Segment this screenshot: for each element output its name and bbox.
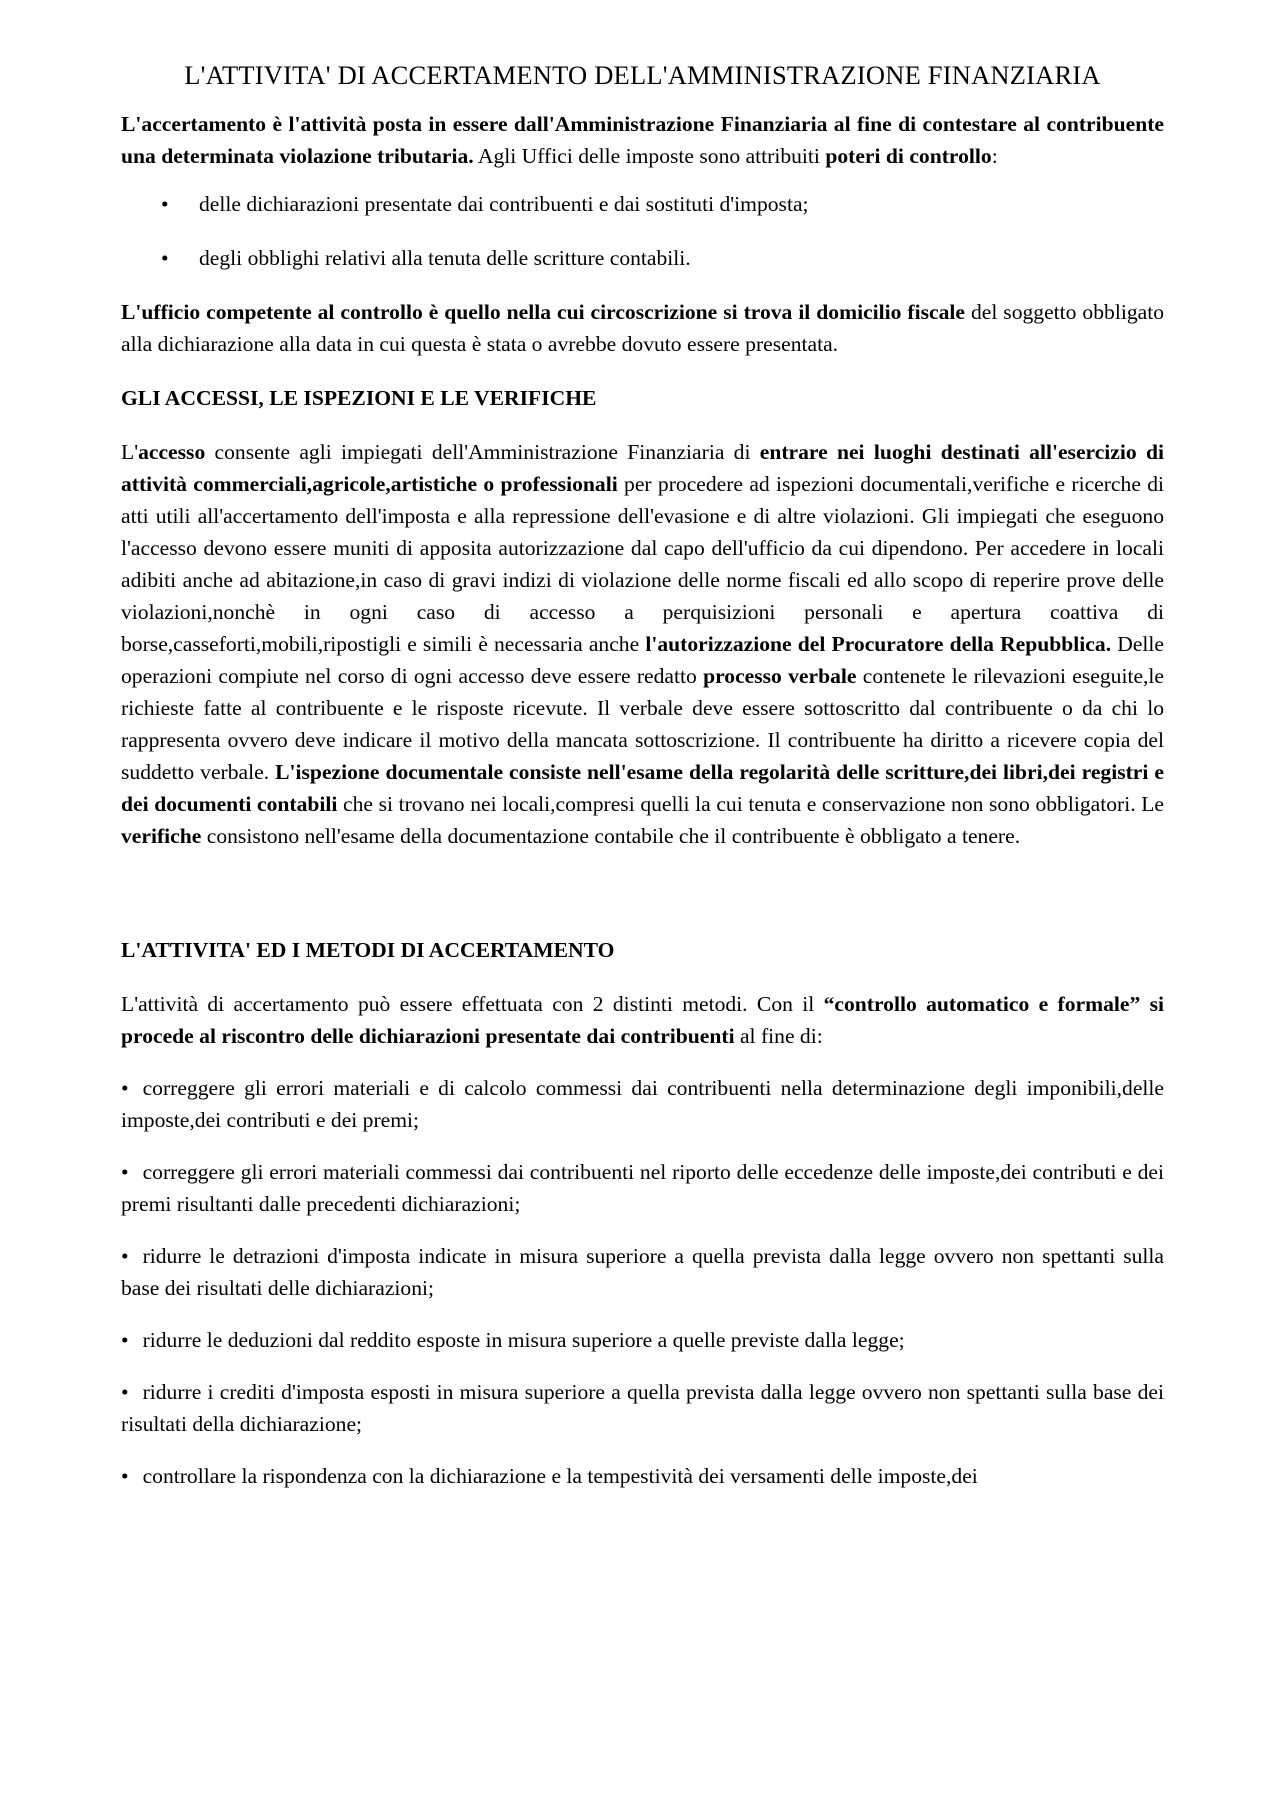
- bullet-icon: •: [161, 192, 169, 216]
- competence-text: del soggetto obbligato alla dichiarazione alla data in cui questa è stata o avrebbe dovuto essere presentata.: [121, 300, 1164, 356]
- list-item-text: degli obblighi relativi alla tenuta delle scritture contabili.: [199, 246, 691, 270]
- text-run: consente agli impiegati dell'Amministrazione Finanziaria di: [205, 440, 760, 464]
- list-item: [121, 1240, 1164, 1304]
- text-run: L'attività di accertamento può essere effettuata con 2 distinti metodi. Con il: [121, 992, 824, 1016]
- list-item-text: correggere gli errori materiali commessi dai contribuenti nel riporto delle eccedenze delle imposte,dei contributi e dei premi risultanti dalle precedenti dichiarazioni;: [121, 1160, 1164, 1216]
- bullet-icon: •: [121, 1160, 129, 1184]
- bold-run: L'ispezione documentale consiste nell'esame della regolarità delle scritture,dei libri,dei registri e dei documenti contabili: [121, 760, 1164, 816]
- bullet-icon: •: [121, 1380, 129, 1404]
- list-item-text: ridurre le deduzioni dal reddito esposte in misura superiore a quelle previste dalla legge;: [142, 1328, 905, 1352]
- intro-text: Agli Uffici delle imposte sono attribuiti: [473, 144, 826, 168]
- competence-paragraph: [121, 296, 1164, 360]
- intro-colon: :: [991, 144, 998, 168]
- bold-run: entrare nei luoghi destinati all'esercizio di attività commerciali,agricole,artistiche o professionali: [121, 440, 1164, 496]
- text-run: L': [121, 440, 139, 464]
- list-item-text: correggere gli errori materiali e di calcolo commessi dai contribuenti nella determinazione degli imponibili,delle imposte,dei contributi e dei premi;: [121, 1076, 1164, 1132]
- text-run: Delle operazioni compiute nel corso di ogni accesso deve essere redatto: [121, 632, 1164, 688]
- text-run: per procedere ad ispezioni documentali,verifiche e ricerche di atti utili all'accertamento dell'imposta e alla repressione dell'evasione e di altre violazioni. Gli impiegati che eseguono l'accesso devono essere muniti di apposita autorizzazione dal capo dell'ufficio da cui dipendono. Per accedere in locali adibiti anche ad abitazione,in caso di gravi indizi di violazione delle norme fiscali ed allo scopo di reperire prove delle violazioni,nonchè in ogni caso di accesso a perquisizioni personali e apertura coattiva di borse,casseforti,mobili,ripostigli e simili è necessaria anche: [121, 472, 1165, 656]
- accessi-paragraph: [121, 436, 1164, 852]
- competence-bold: L'ufficio competente al controllo è quello nella cui circoscrizione si trova il domicilio fiscale: [121, 300, 965, 324]
- list-item-text: delle dichiarazioni presentate dai contribuenti e dai sostituti d'imposta;: [199, 192, 809, 216]
- bold-run: verifiche: [121, 824, 202, 848]
- text-run: contenete le rilevazioni eseguite,le richieste fatte al contribuente e le risposte ricevute. Il verbale deve essere sottoscritto dal contribuente o da chi lo rappresenta ovvero deve indicare il motivo della mancata sottoscrizione. Il contribuente ha diritto a ricevere copia del suddetto verbale.: [121, 664, 1165, 784]
- intro-paragraph: [121, 108, 1164, 172]
- bullet-icon: •: [161, 246, 169, 270]
- bold-run: processo verbale: [703, 664, 857, 688]
- bold-run: “controllo automatico e formale” si procede al riscontro delle dichiarazioni presentate dai contribuenti: [121, 992, 1165, 1048]
- list-item: [121, 1376, 1164, 1440]
- controls-list: [121, 188, 1164, 274]
- bullet-icon: •: [121, 1328, 129, 1352]
- bold-run: l'autorizzazione del Procuratore della Repubblica.: [645, 632, 1112, 656]
- list-item: [121, 188, 1164, 220]
- list-item: [121, 242, 1164, 274]
- list-item: [121, 1156, 1164, 1220]
- list-item-text: ridurre le detrazioni d'imposta indicate in misura superiore a quella prevista dalla legge ovvero non spettanti sulla base dei risultati delle dichiarazioni;: [121, 1244, 1164, 1300]
- text-run: consistono nell'esame della documentazione contabile che il contribuente è obbligato a tenere.: [201, 824, 1021, 848]
- list-item: [121, 1072, 1164, 1136]
- bullet-icon: •: [121, 1464, 129, 1488]
- text-run: al fine di:: [734, 1024, 823, 1048]
- text-run: che si trovano nei locali,compresi quelli la cui tenuta e conservazione non sono obbligatori. Le: [337, 792, 1164, 816]
- bold-run: accesso: [138, 440, 206, 464]
- bullet-icon: •: [121, 1244, 129, 1268]
- list-item-text: ridurre i crediti d'imposta esposti in misura superiore a quella prevista dalla legge ovvero non spettanti sulla base dei risultati della dichiarazione;: [121, 1380, 1164, 1436]
- bullet-icon: •: [121, 1076, 129, 1100]
- metodi-list: [121, 1072, 1164, 1492]
- document-title: L'ATTIVITA' DI ACCERTAMENTO DELL'AMMINISTRAZIONE FINANZIARIA: [184, 60, 1101, 90]
- list-item: [121, 1324, 1164, 1356]
- intro-bold-powers: poteri di controllo: [825, 144, 992, 168]
- list-item: [121, 1460, 1164, 1492]
- intro-bold-definition: L'accertamento è l'attività posta in essere dall'Amministrazione Finanziaria al fine di contestare al contribuente una determinata violazione tributaria.: [121, 112, 1164, 168]
- list-item-text: controllare la rispondenza con la dichiarazione e la tempestività dei versamenti delle imposte,dei: [142, 1464, 978, 1488]
- section-heading-accessi: GLI ACCESSI, LE ISPEZIONI E LE VERIFICHE: [121, 386, 597, 410]
- metodi-paragraph: [121, 988, 1164, 1052]
- section-heading-metodi: L'ATTIVITA' ED I METODI DI ACCERTAMENTO: [121, 938, 615, 962]
